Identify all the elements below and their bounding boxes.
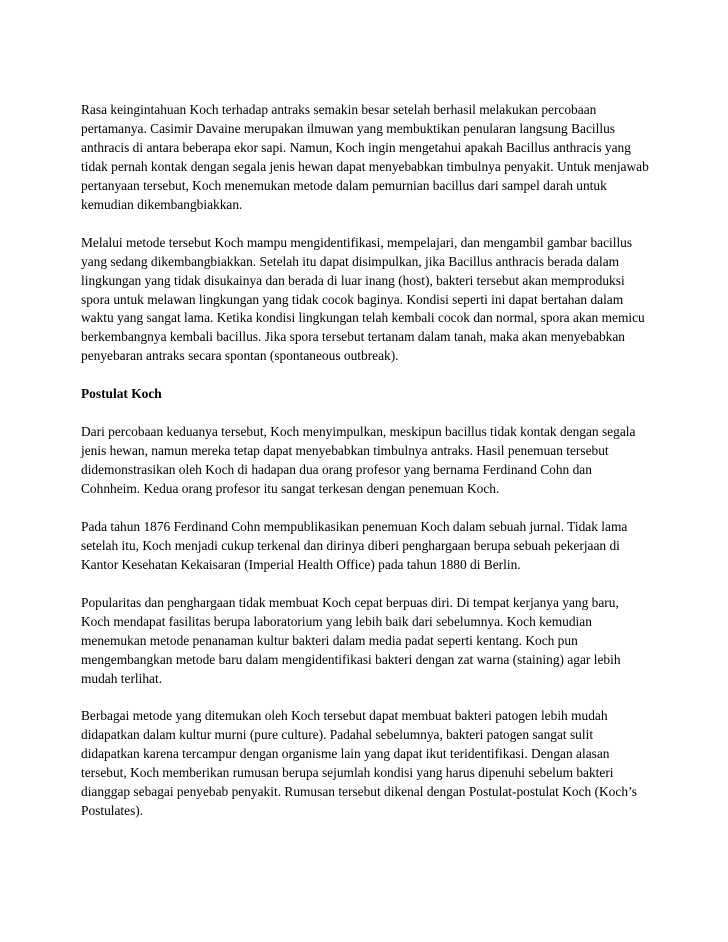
- paragraph-pure-culture: Berbagai metode yang ditemukan oleh Koch tersebut dapat membuat bakteri patogen lebih mudah didapatkan dalam kultur murni (pure culture). Padahal sebelumnya, bakteri patogen sangat sulit didapatkan karena tercampur dengan organisme lain yang dapat ikut teridentifikasi. Dengan alasan tersebut, Koch memberikan rumusan berupa sejumlah kondisi yang harus dipenuhi sebelum bakteri dianggap sebagai penyebab penyakit. Rumusan tersebut dikenal dengan Postulat-postulat Koch (Koch’s Postulates).: [81, 708, 637, 819]
- section-heading-postulat-koch: Postulat Koch: [81, 386, 162, 402]
- paragraph-anthrax-curiosity: Rasa keingintahuan Koch terhadap antraks semakin besar setelah berhasil melakukan percobaan pertamanya. Casimir Davaine merupakan ilmuwan yang membuktikan penularan langsung Bacillus anthracis di antara beberapa ekor sapi. Namun, Koch ingin mengetahui apakah Bacillus anthracis yang tidak pernah kontak dengan segala jenis hewan dapat menyebabkan timbulnya penyakit. Untuk menjawab pertanyaan tersebut, Koch menemukan metode dalam pemurnian bacillus dari sampel darah untuk kemudian dikembangbiakkan.: [81, 102, 649, 212]
- paragraph-method-identification: Melalui metode tersebut Koch mampu mengidentifikasi, mempelajari, dan mengambil gambar bacillus yang sedang dikembangbiakkan. Setelah itu dapat disimpulkan, jika Bacillus anthracis berada dalam lingkungan yang tidak disukainya dan berada di luar inang (host), bakteri tersebut akan memproduksi spora untuk melawan lingkungan yang tidak cocok baginya. Kondisi seperti ini dapat bertahan dalam waktu yang sangat lama. Ketika kondisi lingkungan telah kembali cocok dan normal, spora akan memicu berkembangnya kembali bacillus. Jika spora tersebut tertanam dalam tanah, maka akan menyebabkan penyebaran antraks secara spontan (spontaneous outbreak).: [81, 234, 645, 364]
- document-body: [81, 101, 651, 840]
- paragraph-popularity: Popularitas dan penghargaan tidak membuat Koch cepat berpuas diri. Di tempat kerjanya yang baru, Koch mendapat fasilitas berupa laboratorium yang lebih baik dari sebelumnya. Koch kemudian menemukan metode penanaman kultur bakteri dalam media padat seperti kentang. Koch pun mengembangkan metode baru dalam mengidentifikasi bakteri dengan zat warna (staining) agar lebih mudah terlihat.: [81, 594, 621, 686]
- paragraph-publication-1876: Pada tahun 1876 Ferdinand Cohn mempublikasikan penemuan Koch dalam sebuah jurnal. Tidak lama setelah itu, Koch menjadi cukup terkenal dan dirinya diberi penghargaan berupa sebuah pekerjaan di Kantor Kesehatan Kekaisaran (Imperial Health Office) pada tahun 1880 di Berlin.: [81, 518, 628, 572]
- paragraph-second-experiment: Dari percobaan keduanya tersebut, Koch menyimpulkan, meskipun bacillus tidak kontak dengan segala jenis hewan, namun mereka tetap dapat menyebabkan timbulnya antraks. Hasil penemuan tersebut didemonstrasikan oleh Koch di hadapan dua orang profesor yang bernama Ferdinand Cohn dan Cohnheim. Kedua orang profesor itu sangat terkesan dengan penemuan Koch.: [81, 424, 636, 497]
